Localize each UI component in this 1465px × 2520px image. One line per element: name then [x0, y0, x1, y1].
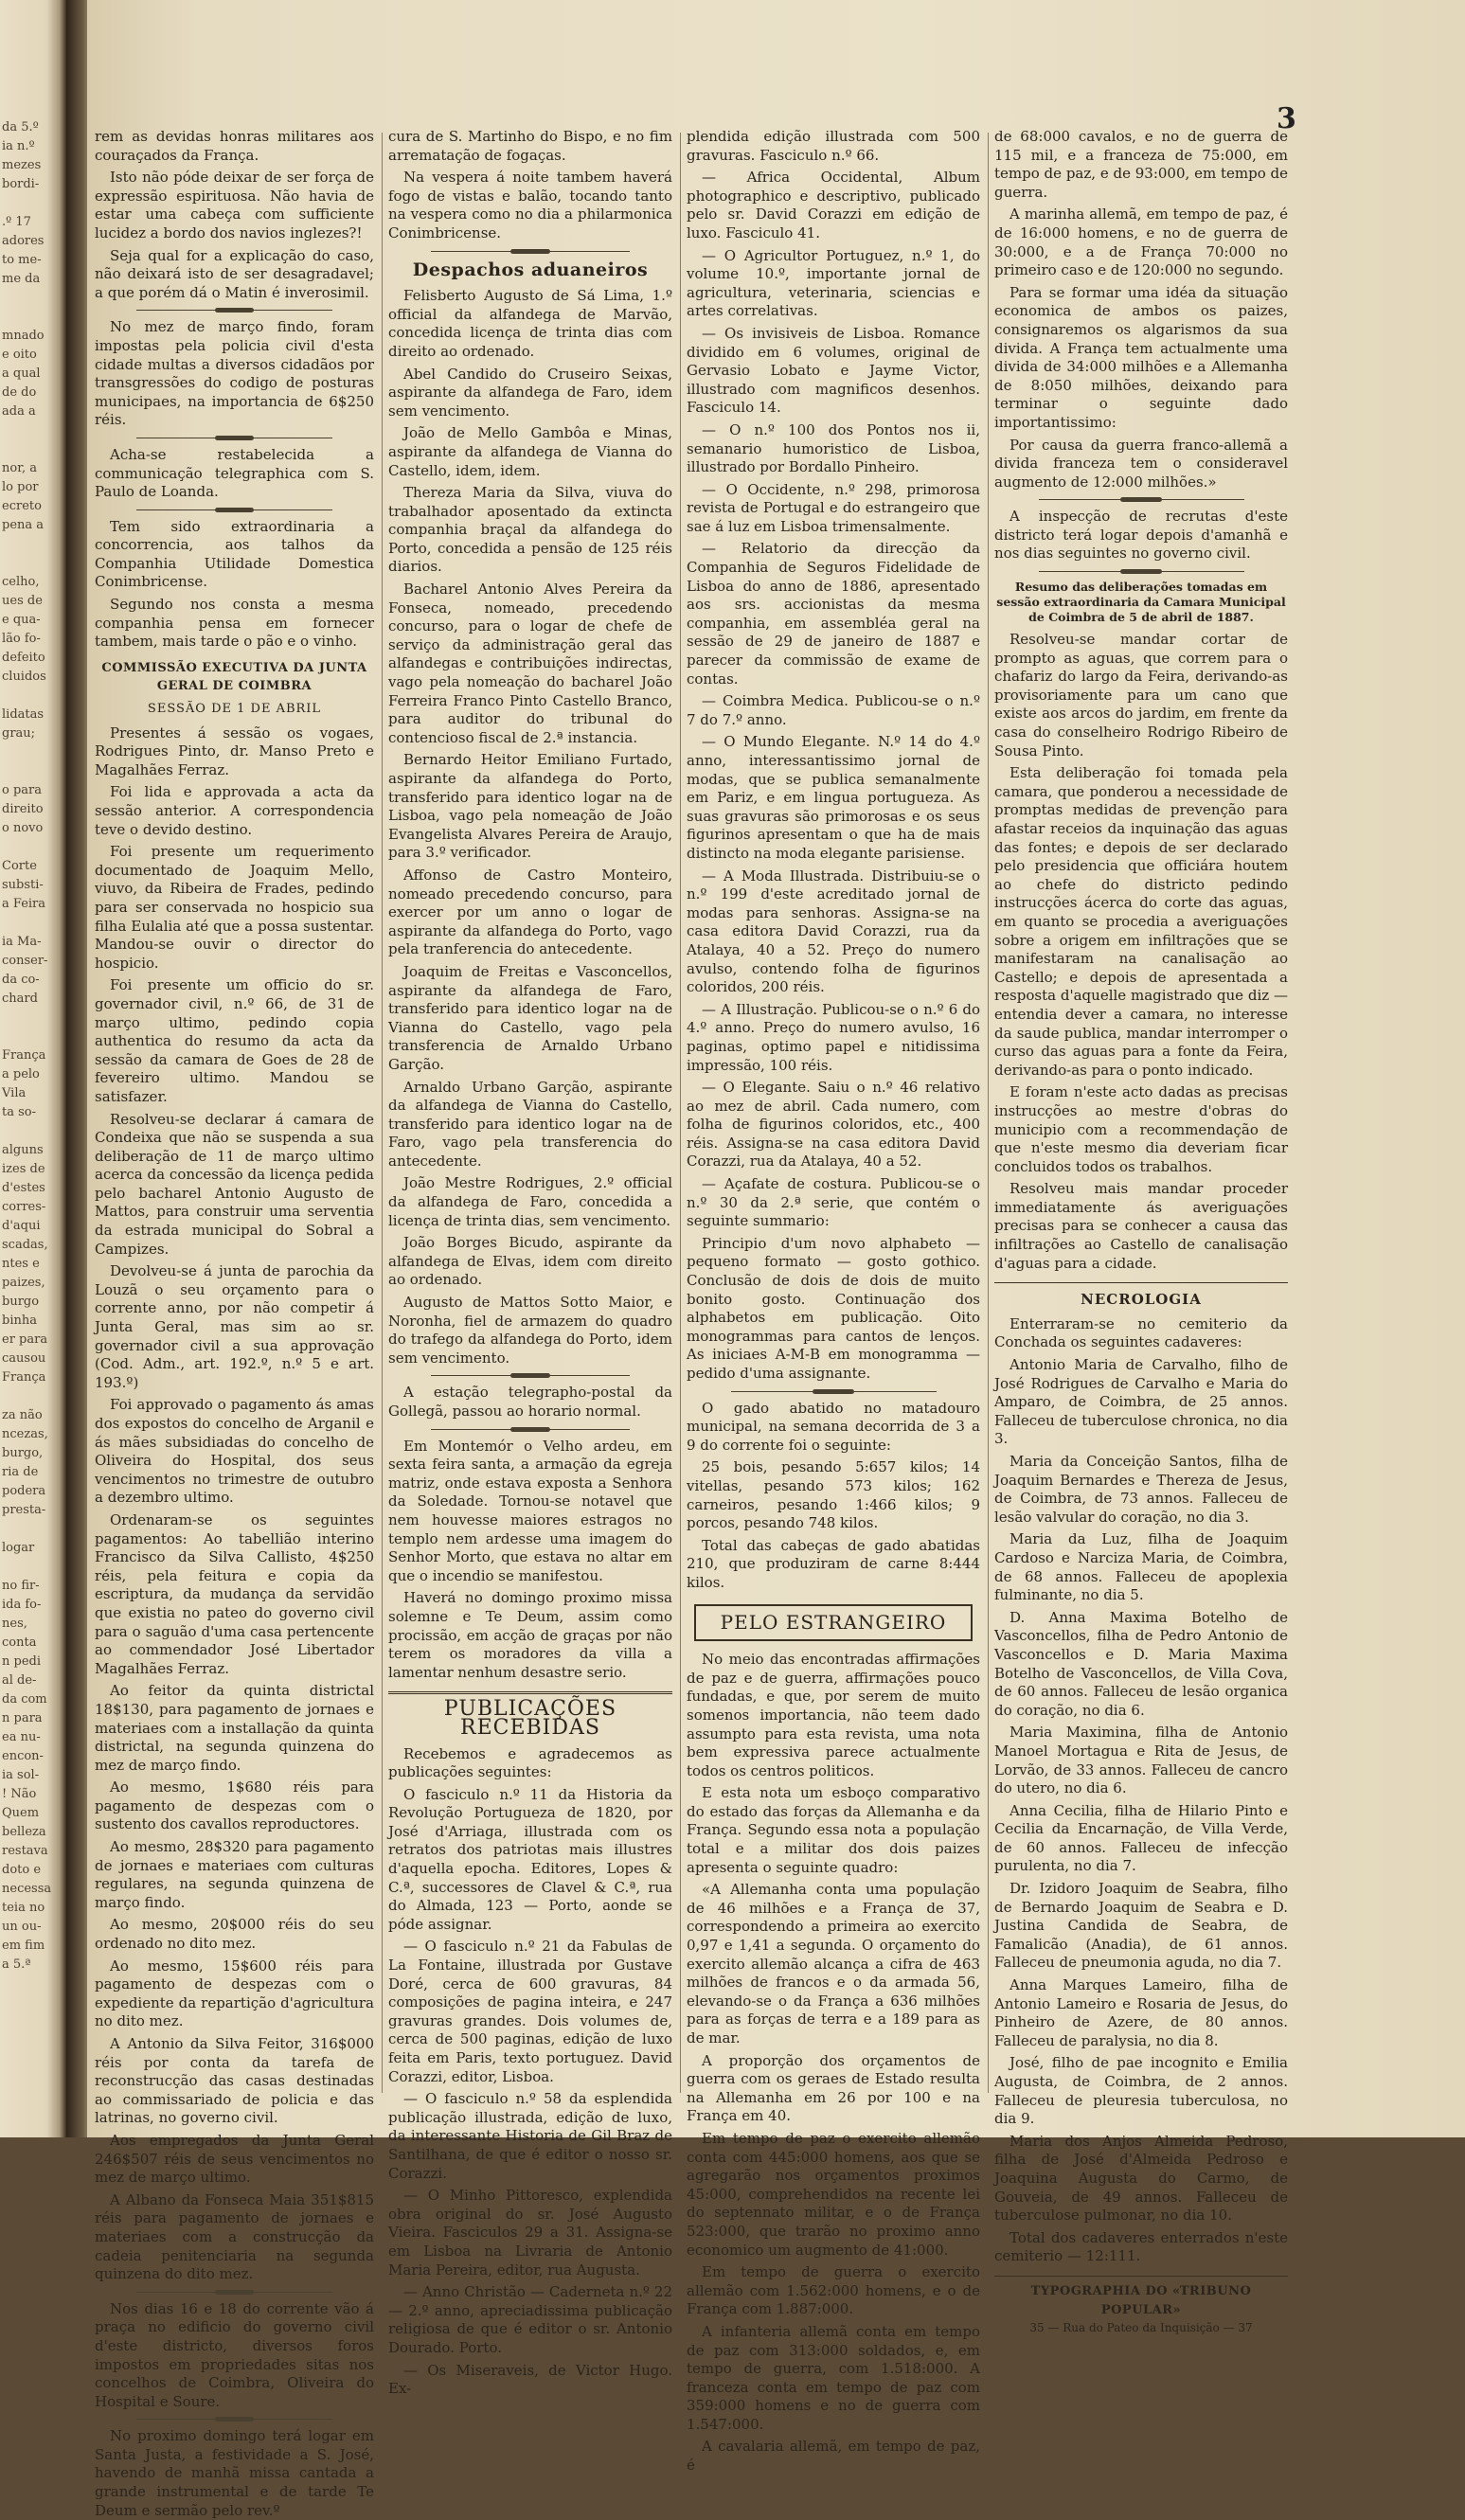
paragraph: Resolveu mais mandar proceder immediatamente ás averiguações precisas para se conhecer a causa das infiltrações ao Castello de canalisação d'aguas para a cidade. — [994, 1180, 1288, 1272]
section-heading: Resumo das deliberações tomadas em sessão extraordinaria da Camara Municipal de Coimbra de 5 de abril de 1887. — [996, 580, 1286, 625]
paragraph: Maria Maximina, filha de Antonio Manoel Mortagua e Rita de Jesus, de Lorvão, de 33 annos. Falleceu de cancro do utero, no dia 6. — [994, 1724, 1288, 1797]
paragraph: Maria dos Anjos Almeida Pedroso, filha de José d'Almeida Pedroso e Joaquina Augusta do Carmo, de Gouveia, de 49 annos. Falleceu de tuberculose pulmonar, no dia 10. — [994, 2132, 1288, 2225]
paragraph: Em tempo de paz o exercito allemão conta com 445:000 homens, aos que se agregarão nos orçamentos proximos 45:000, comprehendidos na recente lei do septennato militar, e o de França 523:000, que trarão no proximo anno economico um augmento de 41:000. — [687, 2129, 980, 2259]
paragraph: Isto não póde deixar de ser força de expressão espirituosa. Não havia de estar uma cabeça com sufficiente lucidez a bordo dos navios inglezes?! — [95, 169, 374, 241]
separator — [136, 2419, 332, 2420]
paragraph: — Coimbra Medica. Publicou-se o n.º 7 do 7.º anno. — [687, 692, 980, 728]
printer-address: 35 — Rua do Pateo da Inquisição — 37 — [1029, 2321, 1253, 2335]
paragraph: A inspecção de recrutas d'este districto terá logar depois d'amanhã e nos dias seguintes no governo civil. — [994, 508, 1288, 563]
section-heading: PUBLICAÇÕES RECEBIDAS — [388, 1691, 672, 1737]
paragraph: Foi presente um officio do sr. governador civil, n.º 66, de 31 de março ultimo, pedindo copia authentica do resumo da acta da sessão da camara de Goes de 28 de fevereiro ultimo. Mandou se satisfazer. — [95, 976, 374, 1105]
paragraph: — A Moda Illustrada. Distribuiu-se o n.º 199 d'este acreditado jornal de modas para senhoras. Assigna-se na casa editora David Corazzi, rua da Atalaya, 40 a 52. Preço do numero avulso, contendo folha de figurinos coloridos, 200 réis. — [687, 867, 980, 996]
printer-imprint: TYPOGRAPHIA DO «TRIBUNO POPULAR» — [994, 2276, 1288, 2319]
paragraph: Tem sido extraordinaria a concorrencia, aos talhos da Companhia Utilidade Domestica Conimbricense. — [95, 517, 374, 591]
paragraph: E foram n'este acto dadas as precisas instrucções ao mestre d'obras do municipio com a recommendação de que n'este mesmo dia deveriam ficar concluidos todos os trabalhos. — [994, 1083, 1288, 1175]
paragraph: No proximo domingo terá logar em Santa Justa, a festividade a S. José, havendo de manhã missa cantada a grande instrumental e de tarde Te Deum e sermão pelo rev.º — [95, 2427, 374, 2519]
paragraph: Para se formar uma idéa da situação economica de ambos os paizes, consignaremos os algarismos da sua divida. A França tem actualmente uma divida de 34:000 milhões e a Allemanha de 8:050 milhões, deixando para terminar o seguinte dado importantissimo: — [994, 283, 1288, 431]
column-4 — [994, 128, 1288, 2335]
paragraph: Foi presente um requerimento documentado de Joaquim Mello, viuvo, da Ribeira de Frades, pedindo para ser conservada no hospicio sua filha Eulalia até que a possa sustentar. Mandou-se ouvir o director do hospicio. — [95, 843, 374, 972]
separator — [431, 251, 630, 252]
paragraph: Ordenaram-se os seguintes pagamentos: Ao tabellião interino Francisco da Silva Callisto, 4$250 réis, pela feitura e copia da escriptura, da mudança da servidão que existia no pateo do governo civil para o saguão d'uma casa pertencente ao commendador José Libertador Magalhães Ferraz. — [95, 1510, 374, 1677]
paragraph: Anna Cecilia, filha de Hilario Pinto e Cecilia da Encarnação, de Villa Verde, de 60 annos. Falleceu de infecção purulenta, no dia 7. — [994, 1801, 1288, 1875]
column-rule — [382, 133, 383, 2093]
paragraph: Ao mesmo, 28$320 para pagamento de jornaes e materiaes com culturas regulares, na segunda quinzena de março findo. — [95, 1838, 374, 1911]
section-heading: COMMISSÃO EXECUTIVA DA JUNTA GERAL DE COIMBRA — [101, 660, 367, 694]
paragraph: Arnaldo Urbano Garção, aspirante da alfandega de Vianna do Castello, transferido para identico logar na de Faro, vago pela transferencia do antecedente. — [388, 1078, 672, 1170]
page-number: 3 — [1277, 102, 1296, 135]
paragraph: — O Agricultor Portuguez, n.º 1, do volume 10.º, importante jornal de agricultura, veterinaria, sciencias e artes correlativas. — [687, 246, 980, 320]
paragraph: Foi approvado o pagamento ás amas dos expostos do concelho de Arganil e ás mães subsidiadas do concelho de Oliveira do Hospital, dos seus vencimentos no trimestre de outubro a dezembro ultimo. — [95, 1396, 374, 1507]
column-1 — [95, 128, 374, 2519]
paragraph: — O Occidente, n.º 298, primorosa revista de Portugal e do estrangeiro que sae á luz em Lisboa trimensalmente. — [687, 480, 980, 535]
paragraph: A estação telegrapho-postal da Gollegã, passou ao horario normal. — [388, 1384, 672, 1420]
adjacent-page-fragments: da 5.º ia n.º mezes bordi- .º 17 adores to me- me da mnado e oito a qual de do ada a nor, a lo por ecreto pena a celho, ues de e qua- lão fo- defeito cluidos lidatas grau; o para direito o novo Corte substi- a Feira ia Ma- conser- da co- chard França a pelo Vila ta so- alguns izes de d'estes corres- d'aqui scadas, ntes e paizes, burgo binha er para causou França za não ncezas, burgo, ria de podera presta- logar no fir- ida fo- nes, conta n pedi al de- da com n para ea nu- encon- ia sol- ! Não Quem belleza restava doto e necessa teia no un ou- em fim a 5.ª — [2, 120, 52, 1972]
paragraph: 25 bois, pesando 5:657 kilos; 14 vitellas, pesando 573 kilos; 162 carneiros, pesando 1:466 kilos; 9 porcos, pesando 748 kilos. — [687, 1458, 980, 1532]
paragraph: Acha-se restabelecida a communicação telegraphica com S. Paulo de Loanda. — [95, 445, 374, 501]
paragraph: — O fasciculo n.º 58 da esplendida publicação illustrada, edição de luxo, da interessante Historia de Gil Braz de Santilhana, de que é editor o nosso sr. Corazzi. — [388, 2090, 672, 2182]
paragraph: João Borges Bicudo, aspirante da alfandega de Elvas, idem com direito ao ordenado. — [388, 1234, 672, 1289]
paragraph: Maria da Conceição Santos, filha de Joaquim Bernardes e Thereza de Jesus, de Coimbra, de 73 annos. Falleceu de lesão valvular do coração, no dia 3. — [994, 1453, 1288, 1526]
paragraph: José, filho de pae incognito e Emilia Augusta, de Coimbra, de 2 annos. Falleceu de pleuresia tuberculosa, no dia 9. — [994, 2054, 1288, 2128]
separator — [136, 2292, 332, 2293]
paragraph: O gado abatido no matadouro municipal, na semana decorrida de 3 a 9 do corrente foi o seguinte: — [687, 1399, 980, 1454]
paragraph: Devolveu-se á junta de parochia da Louzã o seu orçamento para o corrente anno, por não competir á Junta Geral, mas sim ao sr. governador civil a sua approvação (Cod. Adm., art. 192.º, n.º 5 e art. 193.º) — [95, 1262, 374, 1391]
separator — [431, 1429, 630, 1430]
paragraph: Total das cabeças de gado abatidas 210, que produziram de carne 8:444 kilos. — [687, 1536, 980, 1591]
column-3 — [687, 128, 980, 2475]
paragraph: D. Anna Maxima Botelho de Vasconcellos, filha de Pedro Antonio de Vasconcellos e D. Maria Maxima Botelho de Vasconcellos, de Villa Cova, de 60 annos. Falleceu de lesão organica do coração, no dia 6. — [994, 1608, 1288, 1719]
separator — [136, 509, 332, 510]
paragraph: Bernardo Heitor Emiliano Furtado, aspirante da alfandega do Porto, transferido para identico logar na de Lisboa, vago pela nomeação de João Evangelista Alvares Pereira de Araujo, para 3.º verificador. — [388, 751, 672, 862]
paragraph: plendida edição illustrada com 500 gravuras. Fasciculo n.º 66. — [687, 128, 980, 164]
paragraph: Segundo nos consta a mesma companhia pensa em fornecer tambem, mais tarde o pão e o vinho. — [95, 596, 374, 651]
paragraph: Thereza Maria da Silva, viuva do trabalhador aposentado da extincta companhia braçal da alfandega do Porto, concedida a pensão de 125 réis diarios. — [388, 484, 672, 576]
paragraph: O fasciculo n.º 11 da Historia da Revolução Portugueza de 1820, por José d'Arriaga, illustrada com os retratos dos patriotas mais illustres d'aquella epocha. Editores, Lopes & C.ª, successores de Clavel & C.ª, rua do Almada, 123 — Porto, aonde se póde assignar. — [388, 1785, 672, 1933]
paragraph: Foi lida e approvada a acta da sessão anterior. A correspondencia teve o devido destino. — [95, 783, 374, 838]
paragraph: «A Allemanha conta uma população de 46 milhões e a França de 37, correspondendo a primeira ao exercito 0,97 e 1,41 a segunda. O orçamento do exercito allemão alcança a cifra de 463 milhões de francos e o da armada 56, elevando-se o da França a 636 milhões para as forças de terra e a 189 para as de mar. — [687, 1881, 980, 2046]
separator — [1039, 499, 1244, 500]
paragraph: — O Elegante. Saiu o n.º 46 relativo ao mez de abril. Cada numero, com folha de figurinos coloridos, etc., 400 réis. Assigna-se na casa editora David Corazzi, rua da Atalaya, 40 a 52. — [687, 1079, 980, 1171]
paragraph: — Relatorio da direcção da Companhia de Seguros Fidelidade de Lisboa do anno de 1886, apresentado aos srs. accionistas da mesma companhia, em assembléa geral na sessão de 29 de janeiro de 1887 e parecer da commissão de exame de contas. — [687, 540, 980, 688]
column-2 — [388, 128, 672, 2398]
paragraph: Presentes á sessão os vogaes, Rodrigues Pinto, dr. Manso Preto e Magalhães Ferraz. — [95, 724, 374, 778]
separator — [1039, 571, 1244, 572]
paragraph: — Anno Christão — Caderneta n.º 22 — 2.º anno, apreciadissima publicação religiosa de que é editor o sr. Antonio Dourado. Porto. — [388, 2283, 672, 2356]
paragraph: Esta deliberação foi tomada pela camara, que ponderou a necessidade de promptas medidas de prevenção para afastar receios da inquinação das aguas das fontes; e depois de ser declarado pelo presidencia que officiára houtem ao chefe do districto pedindo instrucções ácerca do corte das aguas, em quanto se procedia a averiguações sobre a origem em infiltrações que se manifestaram na canalisação ao Castello; e depois de apresentada a resposta d'aquelle magistrado que diz — entendia dever a camara, no interesse da saude publica, mandar interromper o curso das aguas para a fonte da Feira, derivando-as para o ponto indicado. — [994, 764, 1288, 1079]
separator — [731, 1391, 937, 1392]
section-heading: Despachos aduaneiros — [412, 259, 649, 280]
paragraph: A Albano da Fonseca Maia 351$815 réis para pagamento de jornaes e materiaes com a construcção da cadeia penitenciaria na segunda quinzena do dito mez. — [95, 2190, 374, 2283]
paragraph: No meio das encontradas affirmações de paz e de guerra, affirmações pouco fundadas, e que, por serem de muito somenos importancia, não teem dado assumpto para esta revista, uma nota bem expressiva parece actualmente todos os centros politicos. — [687, 1651, 980, 1779]
paragraph: Felisberto Augusto de Sá Lima, 1.º official da alfandega de Marvão, concedida licença de trinta dias com direito ao ordenado. — [388, 287, 672, 360]
paragraph: Bacharel Antonio Alves Pereira da Fonseca, nomeado, precedendo concurso, para o logar de chefe de serviço da administração geral das alfandegas e contribuições indirectas, vago pela nomeação do bacharel João Ferreira Franco Pinto Castello Branco, para auditor do tribunal do contencioso fiscal de 2.ª instancia. — [388, 581, 672, 746]
paragraph: Maria da Luz, filha de Joaquim Cardoso e Narciza Maria, de Coimbra, de 68 annos. Falleceu de apoplexia fulminante, no dia 5. — [994, 1530, 1288, 1604]
paragraph: rem as devidas honras militares aos couraçados da França. — [95, 128, 374, 164]
paragraph: Seja qual for a explicação do caso, não deixará isto de ser desagradavel; a que porém dá o Matin é inverosimil. — [95, 246, 374, 301]
section-heading-box: PELO ESTRANGEIRO — [694, 1604, 973, 1642]
paragraph: João Mestre Rodrigues, 2.º official da alfandega de Faro, concedida a licença de trinta dias, sem vencimento. — [388, 1174, 672, 1229]
paragraph: Ao mesmo, 1$680 réis para pagamento de despezas com o sustento dos cavallos reproductores. — [95, 1778, 374, 1833]
paragraph: Na vespera á noite tambem haverá fogo de vistas e balão, tocando tanto na vespera como no dia a philarmonica Conimbricense. — [388, 169, 672, 241]
column-rule — [988, 133, 989, 2093]
paragraph: Nos dias 16 e 18 do corrente vão á praça no edificio do governo civil d'este districto, diversos foros impostos em propriedades sitas nos concelhos de Coimbra, Oliveira do Hospital e Soure. — [95, 2299, 374, 2410]
paragraph: A marinha allemã, em tempo de paz, é de 16:000 homens, e no de guerra de 30:000, e a de França 70:000 no primeiro caso e de 120:000 no segundo. — [994, 206, 1288, 279]
paragraph: Aos empregados da Junta Geral 246$507 réis de seus vencimentos no mez de março ultimo. — [95, 2131, 374, 2187]
paragraph: Em tempo de guerra o exercito allemão com 1.562:000 homens, e o de França com 1.887:000. — [687, 2263, 980, 2318]
paragraph: Recebemos e agradecemos as publicações seguintes: — [388, 1744, 672, 1781]
paragraph: Ao mesmo, 20$000 réis do seu ordenado no dito mez. — [95, 1916, 374, 1953]
paragraph: — Africa Occidental, Album photographico e descriptivo, publicado pelo sr. David Corazzi em edição de luxo. Fasciculo 41. — [687, 169, 980, 241]
section-subheading: SESSÃO DE 1 DE ABRIL — [147, 702, 322, 717]
paragraph: Abel Candido do Cruseiro Seixas, aspirante da alfandega de Faro, idem sem vencimento. — [388, 365, 672, 420]
paragraph: — Os invisiveis de Lisboa. Romance dividido em 6 volumes, original de Gervasio Lobato e Jayme Victor, illustrado com magnificos desenhos. Fasciculo 14. — [687, 324, 980, 417]
paragraph: A Antonio da Silva Feitor, 316$000 réis por conta da tarefa de reconstrucção das casas destinadas ao commissariado de policia e das latrinas, no governo civil. — [95, 2035, 374, 2127]
paragraph: Por causa da guerra franco-allemã a divida franceza tem o consideravel augmento de 12:000 milhões.» — [994, 436, 1288, 491]
paragraph: — O n.º 100 dos Pontos nos ii, semanario humoristico de Lisboa, illustrado por Bordallo Pinheiro. — [687, 420, 980, 476]
paragraph: Principio d'um novo alphabeto — pequeno formato — gosto gothico. Conclusão de dois de dois de muito bonito gosto. Continuação dos alphabetos em publicação. Oito monogrammas para cantos de lenços. As iniciaes A-M-B em monogramma — pedido d'uma assignante. — [687, 1234, 980, 1382]
paragraph: de 68:000 cavalos, e no de guerra de 115 mil, e a franceza de 75:000, em tempo de paz, e de 93:000, em tempo de guerra. — [994, 128, 1288, 201]
paragraph: — Os Miseraveis, de Victor Hugo. Ex- — [388, 2361, 672, 2398]
paragraph: A infanteria allemã conta em tempo de paz com 313:000 soldados, e, em tempo de guerra, com 1.518:000. A franceza conta em tempo de paz com 359:000 homens e no de guerra com 1.547:000. — [687, 2322, 980, 2433]
paragraph: Total dos cadaveres enterrados n'este cemiterio — 12:111. — [994, 2228, 1288, 2265]
paragraph: — O Mundo Elegante. N.º 14 do 4.º anno, interessantissimo jornal de modas, que se publica semanalmente em Pariz, e em lingua portugueza. As suas gravuras são primorosas e os seus figurinos apresentam o que ha de mais distincto na moda elegante parisiense. — [687, 733, 980, 862]
paragraph: — O Minho Pittoresco, explendida obra original do sr. José Augusto Vieira. Fasciculos 29 a 31. Assigna-se em Lisboa na Livraria de Antonio Maria Pereira, editor, rua Augusta. — [388, 2187, 672, 2279]
paragraph: — Açafate de costura. Publicou-se o n.º 30 da 2.ª serie, que contém o seguinte summario: — [687, 1175, 980, 1230]
paragraph: Ao feitor da quinta districtal 18$130, para pagamento de jornaes e materiaes com a installação da quinta districtal, na segunda quinzena do mez de março findo. — [95, 1682, 374, 1774]
paragraph: Anna Marques Lameiro, filha de Antonio Lameiro e Rosaria de Jesus, do Pinheiro de Azere, de 80 annos. Falleceu de paralysia, no dia 8. — [994, 1976, 1288, 2049]
paragraph: Resolveu-se mandar cortar de prompto as aguas, que correm para o chafariz do largo da Feira, derivando-as provisoriamente para um cano que existe aos arcos do jardim, em frente da casa do conselheiro Rodrigo Ribeiro de Sousa Pinto. — [994, 631, 1288, 760]
separator — [431, 1375, 630, 1376]
separator — [136, 310, 332, 311]
adjacent-page-edge — [0, 0, 66, 2137]
paragraph: Enterraram-se no cemiterio da Conchada os seguintes cadaveres: — [994, 1314, 1288, 1351]
column-rule — [680, 133, 681, 2093]
paragraph: No mez de março findo, foram impostas pela policia civil d'esta cidade multas a diversos cidadãos por transgressões do codigo de posturas municipaes, na importancia de 6$250 réis. — [95, 318, 374, 429]
paragraph: Affonso de Castro Monteiro, nomeado precedendo concurso, para exercer por um anno o logar de aspirante da alfandega do Porto, vago pela tranferencia do antecedente. — [388, 866, 672, 958]
paragraph: A cavalaria allemã, em tempo de paz, é — [687, 2438, 980, 2475]
paragraph: Em Montemór o Velho ardeu, em sexta feira santa, a armação da egreja matriz, onde estava exposta a Senhora da Soledade. Tornou-se notavel que nem houvesse maiores estragos no templo nem ardesse uma imagem do Senhor Morto, que estava no altar em que o incendio se manifestou. — [388, 1437, 672, 1584]
paragraph: Ao mesmo, 15$600 réis para pagamento de despezas com o expediente da repartição d'agricultura no dito mez. — [95, 1957, 374, 2030]
paragraph: cura de S. Martinho do Bispo, e no fim arrematação de fogaças. — [388, 128, 672, 164]
paragraph: Resolveu-se declarar á camara de Condeixa que não se suspenda a sua deliberação de 11 de março ultimo acerca da concessão da licença pedida pelo bacharel Antonio Augusto de Mattos, para construir uma serventia da estrada municipal do Sobral a Campizes. — [95, 1110, 374, 1258]
paragraph: Dr. Izidoro Joaquim de Seabra, filho de Bernardo Joaquim de Seabra e D. Justina Candida de Seabra, de Famalicão (Anadia), de 61 annos. Falleceu de pneumonia aguda, no dia 7. — [994, 1880, 1288, 1972]
paragraph: — A Illustração. Publicou-se o n.º 6 do 4.º anno. Preço do numero avulso, 16 paginas, optimo papel e nitidissima impressão, 100 réis. — [687, 1000, 980, 1074]
paragraph: A proporção dos orçamentos de guerra com os geraes de Estado resulta na Allemanha em 26 por 100 e na França em 40. — [687, 2051, 980, 2125]
paragraph: Joaquim de Freitas e Vasconcellos, aspirante da alfandega de Faro, transferido para identico logar na de Vianna do Castello, vago pela transferencia de Arnaldo Urbano Garção. — [388, 962, 672, 1073]
paragraph: E esta nota um esboço comparativo do estado das forças da Allemanha e da França. Segundo essa nota a população total e a militar dos dois paizes apresenta o seguinte quadro: — [687, 1784, 980, 1876]
paragraph: Augusto de Mattos Sotto Maior, e Noronha, fiel de armazem do quadro do trafego da alfandega do Porto, idem sem vencimento. — [388, 1294, 672, 1367]
paragraph: João de Mello Gambôa e Minas, aspirante da alfandega de Vianna do Castello, idem, idem. — [388, 424, 672, 479]
section-heading: NECROLOGIA — [994, 1282, 1288, 1310]
paragraph: Haverá no domingo proximo missa solemne e Te Deum, assim como procissão, em acção de graças por não terem os moradores da villa a lamentar nenhum desastre serio. — [388, 1589, 672, 1681]
paragraph: — O fasciculo n.º 21 da Fabulas de La Fontaine, illustrada por Gustave Doré, cerca de 600 gravuras, 84 composições de pagina inteira, e 247 gravuras grandes. Dois volumes de, cerca de 500 paginas, edição de luxo feita em Paris, texto portuguez. David Corazzi, editor, Lisboa. — [388, 1938, 672, 2085]
paragraph: Antonio Maria de Carvalho, filho de José Rodrigues de Carvalho e Maria do Amparo, de Coimbra, de 25 annos. Falleceu de tuberculose chronica, no dia 3. — [994, 1356, 1288, 1448]
